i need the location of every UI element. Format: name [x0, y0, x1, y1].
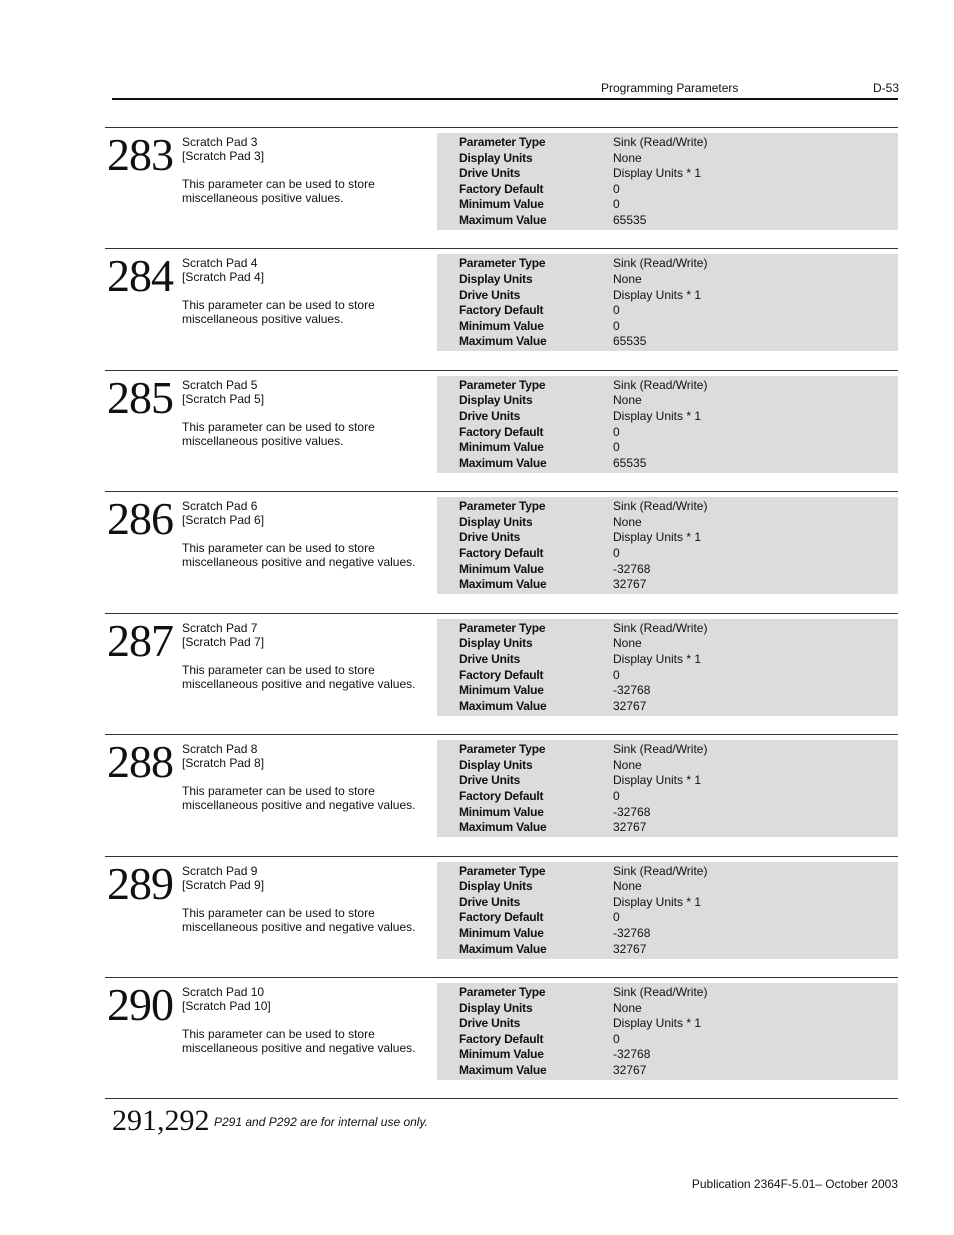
section-divider [105, 248, 898, 249]
property-row [437, 1016, 898, 1032]
property-label: Display Units [459, 757, 533, 772]
parameter-alias: [Scratch Pad 4] [182, 270, 265, 285]
property-value: -32768 [613, 1047, 651, 1062]
property-label: Maximum Value [459, 941, 547, 956]
property-label: Parameter Type [459, 135, 546, 149]
property-label: Display Units [459, 879, 533, 894]
property-value: Sink (Read/Write) [613, 620, 708, 635]
property-row [437, 409, 898, 425]
parameter-number: 290 [107, 979, 173, 1030]
parameter-section [105, 491, 898, 612]
property-row [437, 942, 898, 958]
property-label: Drive Units [459, 651, 521, 666]
section-divider [105, 734, 898, 735]
parameter-section [105, 127, 898, 248]
property-label: Drive Units [459, 530, 521, 545]
parameter-properties-table [437, 983, 898, 1080]
property-value: Sink (Read/Write) [613, 256, 708, 271]
property-label: Minimum Value [459, 1047, 544, 1062]
property-row [437, 805, 898, 821]
property-value: None [613, 879, 642, 894]
property-label: Minimum Value [459, 561, 544, 576]
property-row [437, 910, 898, 926]
property-row [437, 1001, 898, 1017]
property-value: 0 [613, 197, 620, 212]
property-row [437, 213, 898, 229]
parameter-properties-table [437, 619, 898, 716]
property-value: 0 [613, 440, 620, 455]
property-label: Maximum Value [459, 455, 547, 470]
property-value: -32768 [613, 561, 651, 576]
property-row [437, 1032, 898, 1048]
parameter-number: 287 [107, 614, 173, 666]
parameter-number: 289 [107, 857, 173, 909]
parameter-properties-table [437, 862, 898, 959]
property-row [437, 197, 898, 213]
property-row [437, 926, 898, 942]
property-label: Parameter Type [459, 499, 546, 514]
property-row [437, 1063, 898, 1079]
parameter-section [105, 370, 898, 491]
parameter-section [105, 248, 898, 369]
internal-parameter-numbers: 291,292 [112, 1104, 210, 1137]
parameter-name: Scratch Pad 7 [182, 620, 258, 635]
parameter-description: This parameter can be used to store miscellaneous positive and negative values. [182, 1027, 416, 1055]
property-row [437, 577, 898, 593]
property-row [437, 879, 898, 895]
property-label: Factory Default [459, 910, 544, 925]
property-value: None [613, 757, 642, 772]
property-value: 32767 [613, 577, 647, 592]
page-number: D-53 [873, 81, 900, 95]
parameter-number: 286 [107, 493, 173, 545]
parameter-description: This parameter can be used to store miscellaneous positive values. [182, 177, 375, 205]
property-row [437, 773, 898, 789]
property-value: 0 [613, 303, 620, 318]
property-label: Parameter Type [459, 256, 546, 271]
property-label: Minimum Value [459, 440, 544, 455]
property-row [437, 425, 898, 441]
property-label: Factory Default [459, 181, 544, 196]
property-row [437, 652, 898, 668]
property-row [437, 151, 898, 167]
parameter-properties-table [437, 740, 898, 837]
parameter-name: Scratch Pad 4 [182, 256, 258, 271]
running-header-title: Programming Parameters [601, 81, 739, 95]
property-label: Factory Default [459, 303, 544, 318]
property-value: -32768 [613, 804, 651, 819]
property-value: 32767 [613, 698, 647, 713]
parameter-alias: [Scratch Pad 8] [182, 756, 265, 771]
property-label: Minimum Value [459, 318, 544, 333]
property-value: None [613, 150, 642, 165]
property-value: 0 [613, 318, 620, 333]
section-divider [105, 1098, 898, 1099]
property-row [437, 334, 898, 350]
parameter-alias: [Scratch Pad 3] [182, 149, 265, 163]
property-value: Sink (Read/Write) [613, 863, 708, 878]
property-value: -32768 [613, 683, 651, 698]
parameter-properties-table [437, 497, 898, 594]
property-row [437, 985, 898, 1001]
property-value: 0 [613, 1031, 620, 1046]
property-value: Display Units * 1 [613, 894, 702, 909]
property-row [437, 303, 898, 319]
parameter-description: This parameter can be used to store miscellaneous positive and negative values. [182, 541, 416, 570]
property-row [437, 562, 898, 578]
property-label: Minimum Value [459, 197, 544, 212]
property-label: Display Units [459, 272, 533, 287]
property-label: Factory Default [459, 1031, 544, 1046]
parameter-name: Scratch Pad 3 [182, 135, 258, 149]
parameter-number: 285 [107, 371, 173, 423]
parameter-name: Scratch Pad 6 [182, 499, 258, 514]
property-value: Sink (Read/Write) [613, 742, 708, 757]
property-label: Display Units [459, 1000, 533, 1015]
section-divider [105, 977, 898, 978]
parameter-number: 284 [107, 250, 173, 302]
property-row [437, 166, 898, 182]
property-value: None [613, 272, 642, 287]
parameter-description: This parameter can be used to store miscellaneous positive and negative values. [182, 905, 416, 934]
property-label: Drive Units [459, 287, 521, 302]
parameter-section [105, 613, 898, 734]
parameter-name: Scratch Pad 10 [182, 985, 265, 999]
property-value: 0 [613, 181, 620, 196]
parameter-section [105, 734, 898, 855]
property-row [437, 789, 898, 805]
property-label: Parameter Type [459, 985, 546, 999]
parameter-number: 283 [107, 129, 173, 180]
property-row [437, 699, 898, 715]
property-label: Maximum Value [459, 820, 547, 835]
section-divider [105, 127, 898, 128]
property-row [437, 272, 898, 288]
parameter-alias: [Scratch Pad 6] [182, 513, 265, 528]
property-row [437, 1047, 898, 1063]
property-value: Display Units * 1 [613, 651, 702, 666]
property-row [437, 530, 898, 546]
property-row [437, 636, 898, 652]
property-label: Display Units [459, 150, 533, 165]
parameter-properties-table [437, 376, 898, 473]
property-value: Display Units * 1 [613, 166, 702, 181]
property-value: Display Units * 1 [613, 773, 702, 788]
parameter-name: Scratch Pad 5 [182, 377, 258, 392]
property-row [437, 288, 898, 304]
property-value: 65535 [613, 455, 647, 470]
parameter-alias: [Scratch Pad 7] [182, 634, 265, 649]
property-value: 0 [613, 667, 620, 682]
property-label: Parameter Type [459, 620, 546, 635]
parameter-alias: [Scratch Pad 9] [182, 877, 265, 892]
property-row [437, 758, 898, 774]
property-value: -32768 [613, 925, 651, 940]
property-label: Minimum Value [459, 925, 544, 940]
property-label: Parameter Type [459, 863, 546, 878]
header-rule [112, 98, 898, 100]
property-value: None [613, 1000, 642, 1015]
parameter-name: Scratch Pad 8 [182, 742, 258, 757]
property-label: Drive Units [459, 166, 521, 181]
section-divider [105, 491, 898, 492]
property-label: Factory Default [459, 424, 544, 439]
property-label: Maximum Value [459, 698, 547, 713]
property-label: Maximum Value [459, 577, 547, 592]
parameter-description: This parameter can be used to store miscellaneous positive values. [182, 419, 375, 448]
parameter-description: This parameter can be used to store miscellaneous positive and negative values. [182, 662, 416, 691]
parameter-alias: [Scratch Pad 10] [182, 999, 271, 1013]
property-label: Minimum Value [459, 804, 544, 819]
property-value: None [613, 514, 642, 529]
property-row [437, 456, 898, 472]
property-row [437, 683, 898, 699]
parameter-alias: [Scratch Pad 5] [182, 391, 265, 406]
property-value: 32767 [613, 820, 647, 835]
property-row [437, 621, 898, 637]
property-row [437, 135, 898, 151]
parameter-section [105, 856, 898, 977]
property-row [437, 895, 898, 911]
property-row [437, 256, 898, 272]
section-divider [105, 370, 898, 371]
property-value: 32767 [613, 941, 647, 956]
property-label: Factory Default [459, 667, 544, 682]
property-row [437, 440, 898, 456]
property-label: Maximum Value [459, 1063, 547, 1077]
property-value: None [613, 636, 642, 651]
internal-use-note: P291 and P292 are for internal use only. [214, 1115, 428, 1129]
property-row [437, 742, 898, 758]
property-label: Factory Default [459, 546, 544, 561]
publication-footer: Publication 2364F-5.01– October 2003 [691, 1177, 898, 1191]
property-row [437, 546, 898, 562]
property-value: Display Units * 1 [613, 287, 702, 302]
property-value: Display Units * 1 [613, 530, 702, 545]
property-value: None [613, 393, 642, 408]
property-row [437, 393, 898, 409]
section-divider [105, 856, 898, 857]
property-label: Drive Units [459, 1016, 521, 1031]
property-value: 0 [613, 910, 620, 925]
property-row [437, 182, 898, 198]
property-label: Display Units [459, 393, 533, 408]
parameter-number: 288 [107, 736, 173, 788]
property-label: Display Units [459, 514, 533, 529]
property-value: Sink (Read/Write) [613, 985, 708, 999]
property-label: Parameter Type [459, 377, 546, 392]
property-value: Sink (Read/Write) [613, 377, 708, 392]
property-row [437, 820, 898, 836]
parameter-description: This parameter can be used to store miscellaneous positive values. [182, 298, 375, 327]
property-label: Maximum Value [459, 334, 547, 349]
property-value: 0 [613, 546, 620, 561]
parameter-description: This parameter can be used to store miscellaneous positive and negative values. [182, 784, 416, 813]
property-label: Drive Units [459, 894, 521, 909]
property-value: 65535 [613, 334, 647, 349]
property-value: Sink (Read/Write) [613, 135, 708, 149]
property-value: Display Units * 1 [613, 409, 702, 424]
property-value: Sink (Read/Write) [613, 499, 708, 514]
parameter-section [105, 977, 898, 1098]
property-value: 65535 [613, 213, 647, 227]
property-label: Display Units [459, 636, 533, 651]
parameter-properties-table [437, 133, 898, 230]
property-label: Drive Units [459, 773, 521, 788]
property-label: Parameter Type [459, 742, 546, 757]
property-row [437, 668, 898, 684]
property-label: Maximum Value [459, 213, 547, 227]
property-row [437, 378, 898, 394]
section-divider [105, 613, 898, 614]
property-value: 32767 [613, 1063, 647, 1077]
property-label: Factory Default [459, 788, 544, 803]
property-value: 0 [613, 788, 620, 803]
property-row [437, 319, 898, 335]
property-row [437, 515, 898, 531]
property-label: Minimum Value [459, 683, 544, 698]
property-row [437, 499, 898, 515]
property-row [437, 864, 898, 880]
parameter-properties-table [437, 254, 898, 351]
property-value: 0 [613, 424, 620, 439]
parameter-name: Scratch Pad 9 [182, 863, 258, 878]
property-label: Drive Units [459, 409, 521, 424]
property-value: Display Units * 1 [613, 1016, 702, 1031]
